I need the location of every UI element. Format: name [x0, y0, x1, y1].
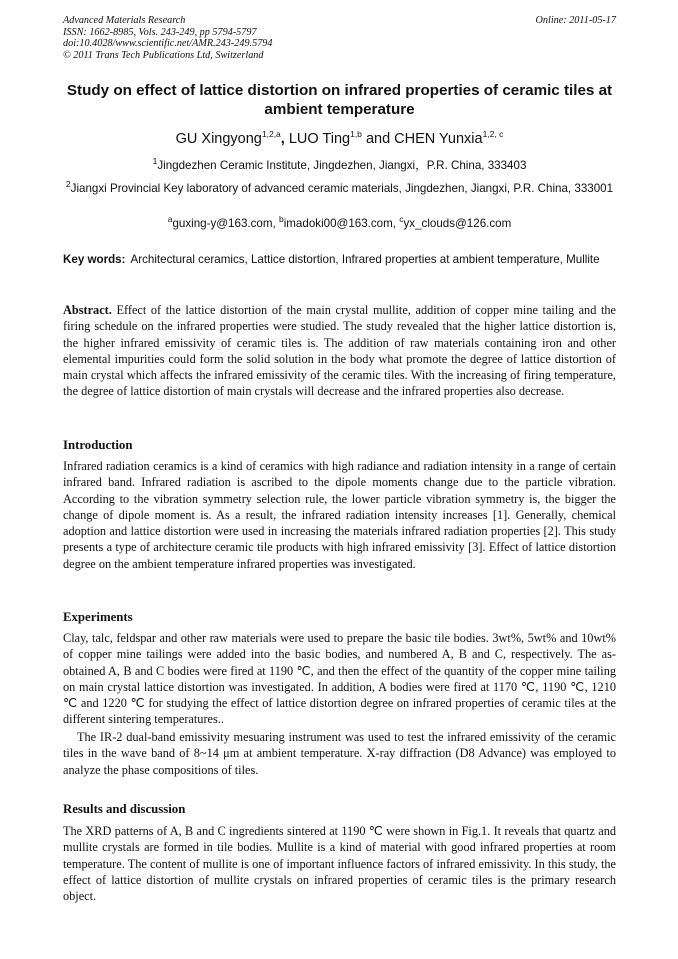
email-mark: b: [278, 214, 284, 225]
author-list: [63, 130, 616, 148]
email-list: [63, 216, 616, 231]
affiliation-text: Jingdezhen Ceramic Institute, Jingdezhen, Jiangxi，P.R. China, 333403: [157, 159, 527, 172]
section-heading-results: Results and discussion: [63, 802, 186, 816]
author-name: GU Xingyong: [175, 131, 262, 147]
author-separator: ,: [280, 131, 289, 147]
experiments-paragraph-2: The IR-2 dual-band emissivity mesuaring instrument was used to test the infrared emissivity of the ceramic tiles in the wave band of 8~14 μm at ambient temperature. X-ray diffraction (D8 Advance) was employed to analyze the phase compositions of tiles.: [63, 730, 616, 777]
author-affiliation-mark: 1,2, c: [482, 129, 504, 140]
affiliation-2: [63, 181, 616, 196]
keywords-text: Architectural ceramics, Lattice distortion, Infrared properties at ambient temperature, Mullite: [130, 253, 600, 266]
abstract: [63, 302, 616, 400]
online-date: Online: 2011-05-17: [535, 15, 616, 26]
affiliation-mark: 2: [65, 179, 71, 190]
journal-header: [63, 15, 616, 61]
paper-title: Study on effect of lattice distortion on infrared properties of ceramic tiles at ambient temperature: [66, 82, 613, 118]
author-affiliation-mark: 1,2,a: [261, 129, 281, 140]
author-affiliation-mark: 1,b: [350, 129, 362, 140]
results-paragraph: The XRD patterns of A, B and C ingredients sintered at 1190 ℃ were shown in Fig.1. It reveals that quartz and mullite crystals are formed in tile bodies. Mullite is a kind of material with good infrared properties at room temperature. The content of mullite is one of important influence factors of infrared emissivity. In this study, the effect of lattice distortion of mullite crystals on infrared properties of ceramic tiles is the primary research object.: [63, 824, 616, 904]
section-heading-introduction: Introduction: [63, 438, 133, 452]
introduction-paragraph: Infrared radiation ceramics is a kind of ceramics with high radiance and radiation intensity in a range of certain infrared band. Infrared radiation is ascribed to the dipole moments change due to the particle vibration. According to the vibration symmetry selection rule, the lower particle vibration symmetry is, the bigger the change of dipole moment is. As a result, the infrared radiation intensity increases [1]. Generally, chemical adoption and lattice distortion were used in increasing the materials infrared radiation properties [2]. This study presents a type of architecture ceramic tile products with high infrared emissivity [3]. Effect of lattice distortion degree on the ambient temperature infrared properties was investigated.: [63, 459, 616, 571]
email-mark: a: [167, 214, 173, 225]
affiliation-text: Jiangxi Provincial Key laboratory of advanced ceramic materials, Jingdezhen, Jiangxi, P.R. China, 333001: [70, 182, 614, 195]
affiliation-1: [63, 158, 616, 173]
author-separator: and: [361, 131, 395, 147]
journal-name: Advanced Materials Research: [63, 15, 186, 26]
abstract-text: Effect of the lattice distortion of the main crystal mullite, addition of copper mine tailing and the firing schedule on the infrared properties were studied. The study revealed that the higher lattice distortion is, the higher infrared emissivity of ceramic tiles is. The addition of raw materials containing iron and other elemental impurities could form the solid solution in the body what promote the degree of lattice distortion of main crystal which affects the infrared emissivity of the ceramic tiles. With the increasing of firing temperature, the degree of lattice distortion of main crystals will decrease and the infrared properties also decrease.: [63, 303, 616, 399]
email-address: yx_clouds@126.com: [403, 217, 512, 230]
keywords-label: Key words:: [63, 253, 126, 266]
author-name: CHEN Yunxia: [394, 131, 483, 147]
journal-doi: doi:10.4028/www.scientific.net/AMR.243-249.5794: [63, 38, 273, 50]
email-address: imadoki00@163.com,: [283, 217, 400, 230]
email-mark: c: [399, 214, 404, 225]
abstract-label: Abstract.: [63, 303, 112, 317]
author-name: LUO Ting: [288, 131, 351, 147]
affiliation-mark: 1: [152, 156, 158, 167]
experiments-paragraph-1: Clay, talc, feldspar and other raw materials were used to prepare the basic tile bodies. 3wt%, 5wt% and 10wt% of copper mine tailings were added into the basic bodies, and numbered A, B and C, respectively. The as-obtained A, B and C bodies were fired at 1190 ℃, and then the effect of the quantity of the copper mine tailing on main crystal lattice distortion was investigated. In addition, A bodies were fired at 1170 ℃, 1190 ℃, 1210 ℃ and 1220 ℃ for studying the effect of lattice distortion degree on infrared properties of ceramic tiles at the different sintering temperatures..: [63, 631, 616, 727]
keywords: [63, 252, 616, 267]
journal-issn: ISSN: 1662-8985, Vols. 243-249, pp 5794-5797: [63, 26, 257, 38]
journal-copyright: © 2011 Trans Tech Publications Ltd, Switzerland: [63, 49, 264, 61]
section-heading-experiments: Experiments: [63, 610, 133, 624]
email-address: guxing-y@163.com,: [172, 217, 279, 230]
